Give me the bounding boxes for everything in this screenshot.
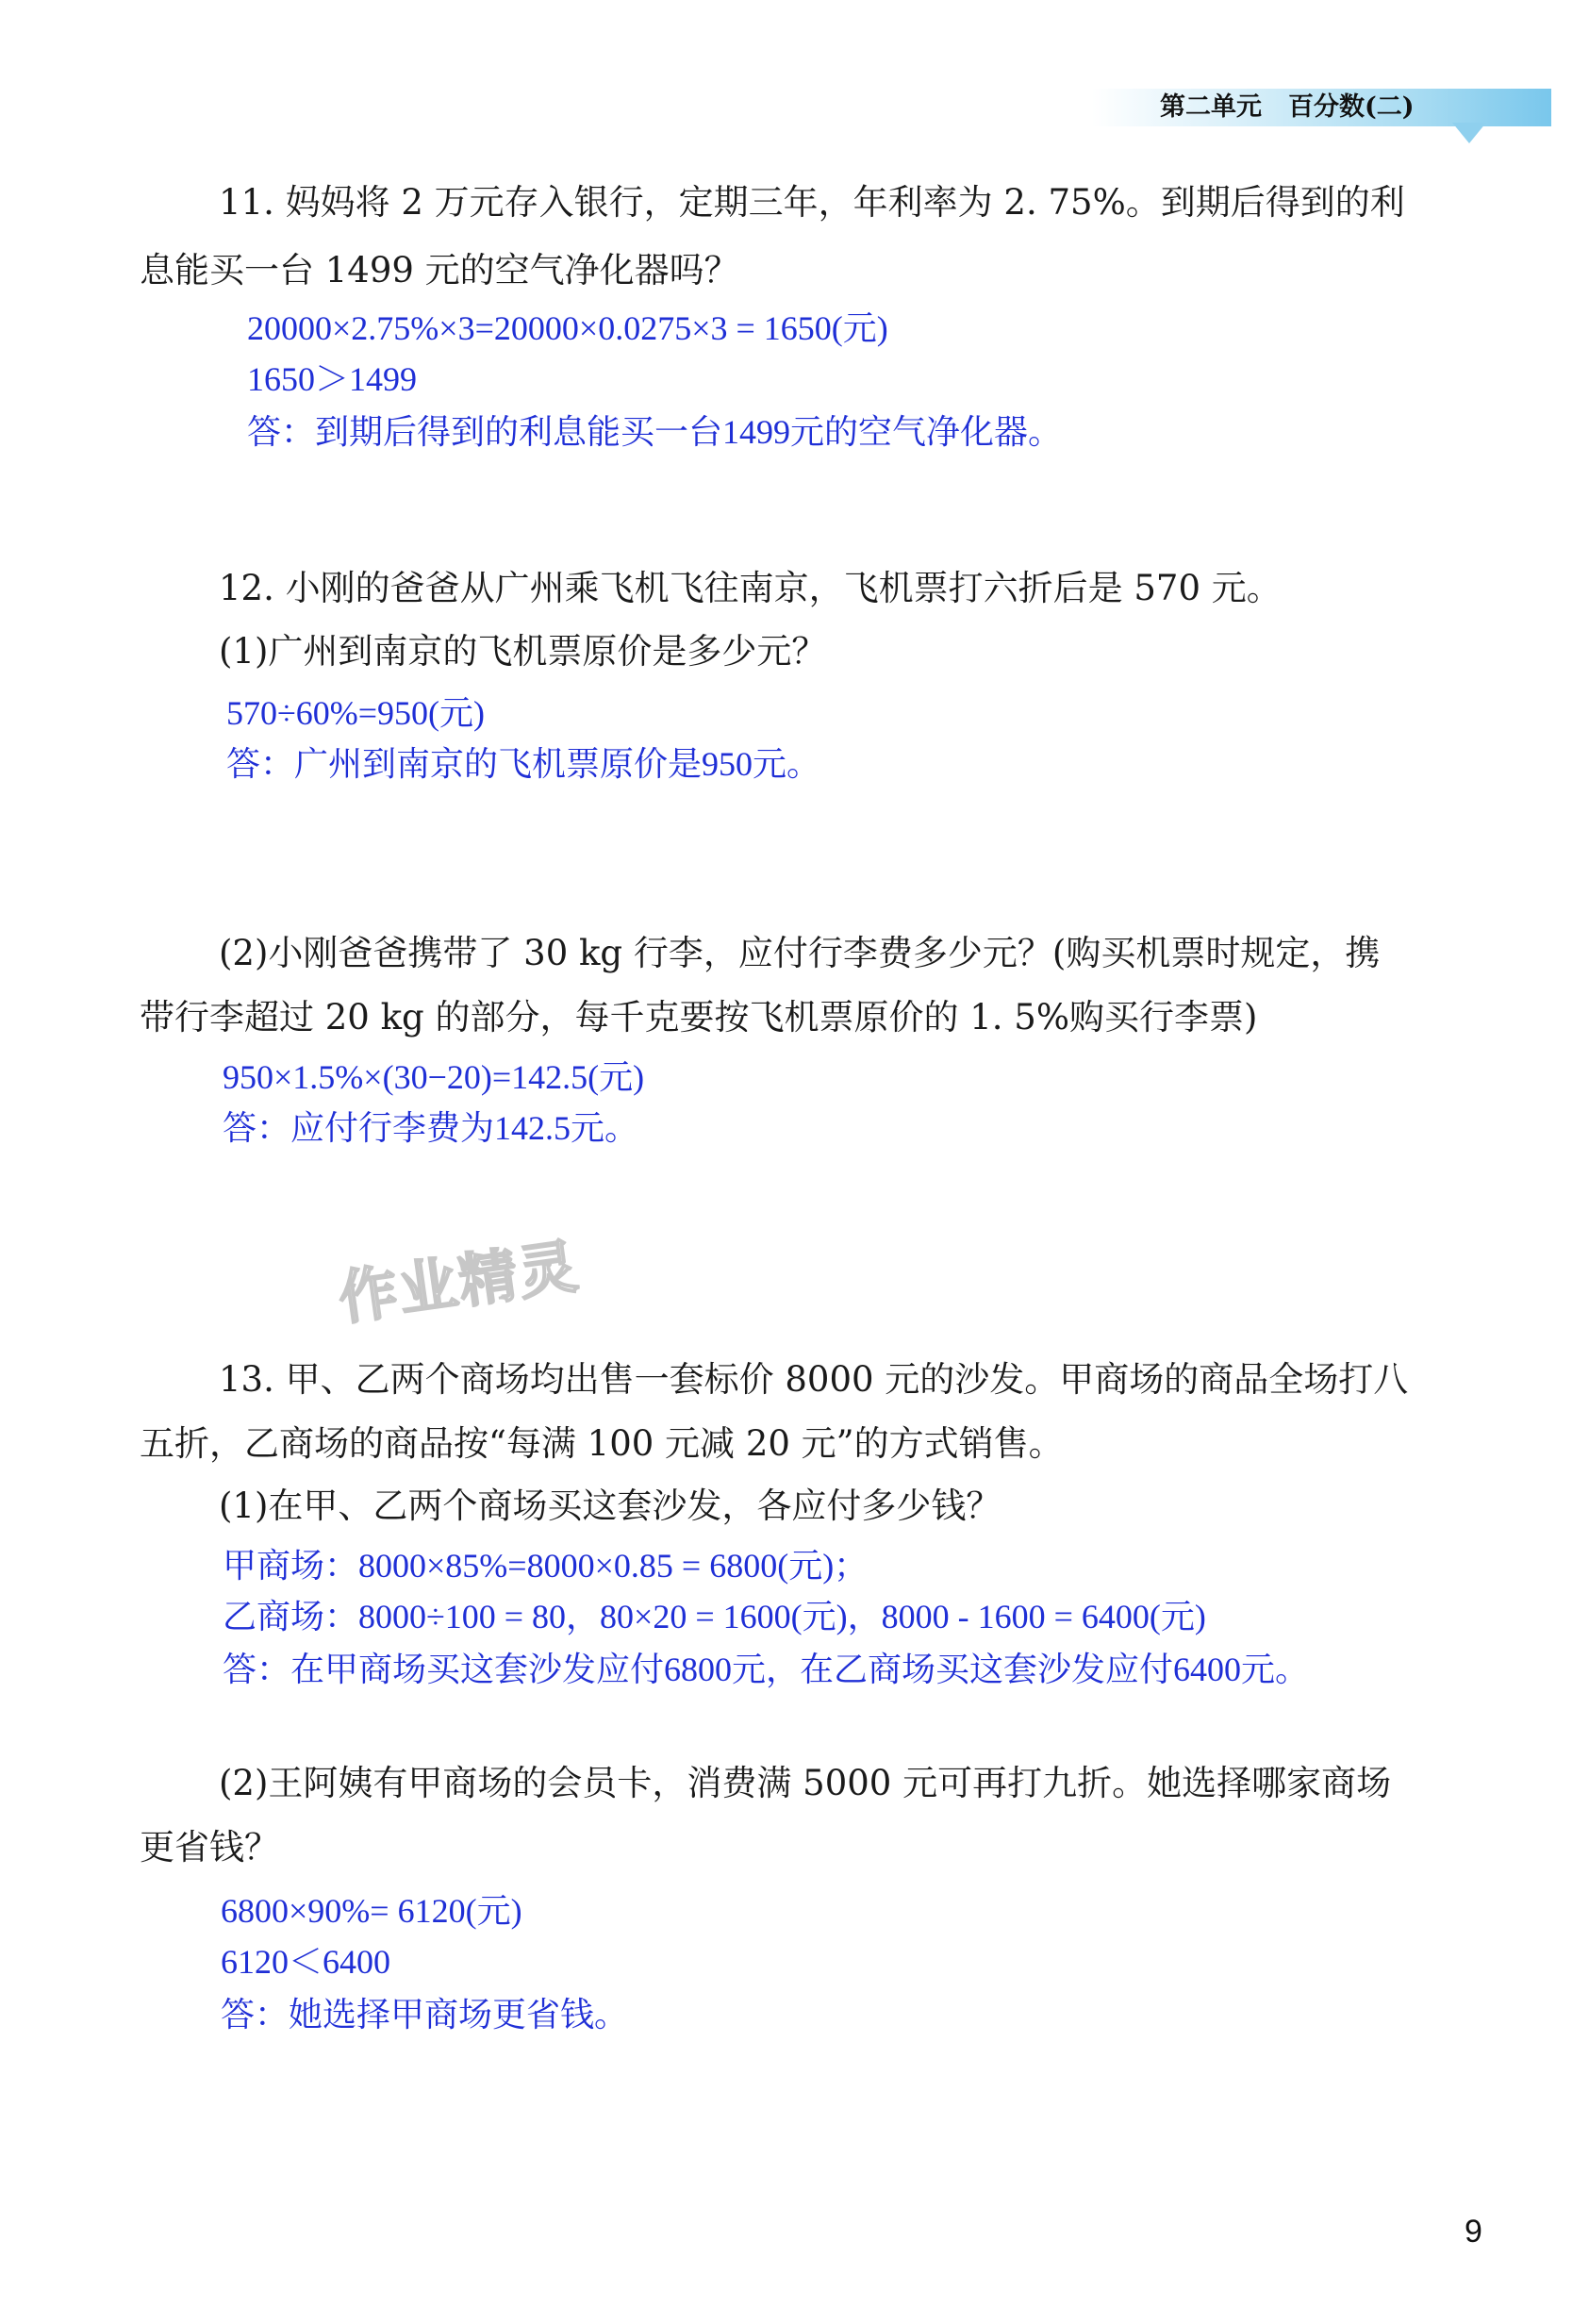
q12-part2-answer-line2: 答：应付行李费为142.5元。 <box>223 1109 639 1147</box>
running-header <box>1160 89 1441 126</box>
q13-part1-answer-line1: 甲商场：8000×85%=8000×0.85 = 6800(元)； <box>223 1547 869 1585</box>
q11-text-line2: 息能买一台 1499 元的空气净化器吗？ <box>140 250 739 290</box>
header-band-tail <box>1452 123 1486 143</box>
q13-part2-question-line2: 更省钱？ <box>140 1827 279 1868</box>
watermark-logo: 作业精灵 <box>334 1231 584 1334</box>
q12-text: 12. 小刚的爸爸从广州乘飞机飞往南京，飞机票打六折后是 570 元。 <box>219 568 1282 608</box>
q13-part1-question: (1)在甲、乙两个商场买这套沙发，各应付多少钱？ <box>219 1486 1001 1526</box>
q11-text-line1: 11. 妈妈将 2 万元存入银行，定期三年，年利率为 2. 75%。到期后得到的利 <box>219 182 1405 223</box>
q12-part2-question-line2: 带行李超过 20 kg 的部分，每千克要按飞机票原价的 1. 5%购买行李票) <box>140 997 1258 1038</box>
q13-part2-question-line1: (2)王阿姨有甲商场的会员卡，消费满 5000 元可再打九折。她选择哪家商场 <box>219 1763 1392 1803</box>
q11-answer-line1: 20000×2.75%×3=20000×0.0275×3 = 1650(元) <box>247 309 888 347</box>
page-number: 9 <box>1465 2214 1482 2249</box>
header-topic: 百分数(二) <box>1288 92 1415 122</box>
q11-answer-line2: 1650＞1499 <box>247 360 418 398</box>
q12-part1-answer-line1: 570÷60%=950(元) <box>226 694 486 732</box>
q11-answer-line3: 答：到期后得到的利息能买一台1499元的空气净化器。 <box>247 413 1063 451</box>
q12-part2-answer-line1: 950×1.5%×(30−20)=142.5(元) <box>223 1058 645 1096</box>
header-unit: 第二单元 <box>1160 92 1262 122</box>
q12-part1-answer-line2: 答：广州到南京的飞机票原价是950元。 <box>226 745 821 783</box>
q13-part1-answer-line3: 答：在甲商场买这套沙发应付6800元，在乙商场买这套沙发应付6400元。 <box>223 1651 1310 1688</box>
q13-text-line1: 13. 甲、乙两个商场均出售一套标价 8000 元的沙发。甲商场的商品全场打八 <box>219 1359 1409 1400</box>
q13-part2-answer-line2: 6120＜6400 <box>221 1943 391 1981</box>
q13-part2-answer-line1: 6800×90%= 6120(元) <box>221 1892 522 1930</box>
q12-part1-question: (1)广州到南京的飞机票原价是多少元？ <box>219 631 827 672</box>
q13-part2-answer-line3: 答：她选择甲商场更省钱。 <box>221 1996 629 2034</box>
q13-part1-answer-line2: 乙商场：8000÷100 = 80，80×20 = 1600(元)，8000 - 1600 = 6400(元) <box>223 1598 1206 1635</box>
q12-part2-question-line1: (2)小刚爸爸携带了 30 kg 行李，应付行李费多少元？(购买机票时规定，携 <box>219 933 1381 973</box>
q13-text-line2: 五折，乙商场的商品按“每满 100 元减 20 元”的方式销售。 <box>140 1423 1064 1464</box>
